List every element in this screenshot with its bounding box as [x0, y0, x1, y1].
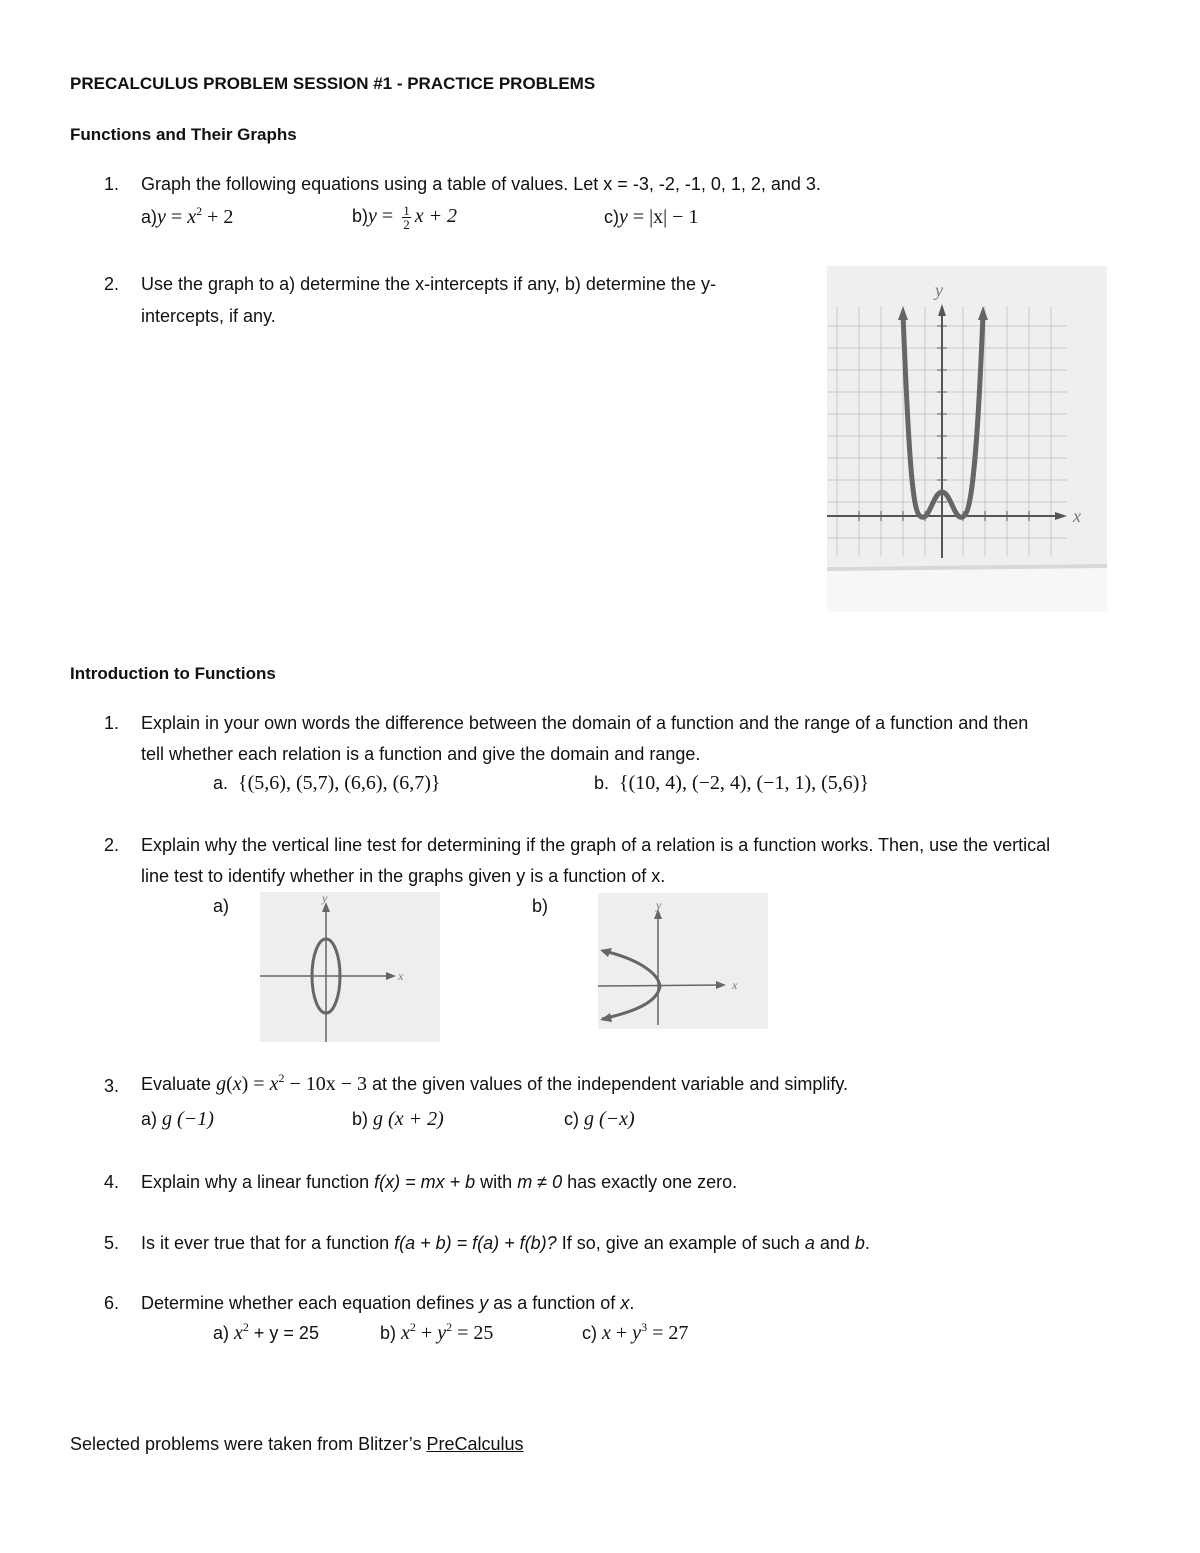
question-text-line1: Explain in your own words the difference between the domain of a function and the range of a function and then	[141, 713, 1029, 733]
ellipse-graph-image	[260, 892, 440, 1042]
question-text-line2: tell whether each relation is a function and give the domain and range.	[141, 744, 701, 764]
graph-x-label: x	[1073, 506, 1081, 526]
w-shaped-graph-image	[827, 266, 1107, 612]
question-number: 1.	[104, 174, 120, 194]
question-number: 2.	[104, 274, 120, 294]
set-b: b. {(10, 4), (−2, 4), (−1, 1), (5,6)}	[594, 772, 870, 794]
eval-a: a) g (−1)	[141, 1108, 214, 1130]
question-text: Determine whether each equation defines y as a function of x.	[141, 1293, 635, 1313]
equation-a: $a)y = x^2 + 2$	[141, 204, 234, 228]
question-text: Is it ever true that for a function f(a + b) = f(a) + f(b)? If so, give an example of such a and b.	[141, 1233, 870, 1253]
graph-y-label: y	[935, 280, 943, 300]
question-number: 2.	[104, 835, 120, 855]
graph-y-label: y	[656, 898, 662, 912]
question-number: 4.	[104, 1172, 120, 1192]
w-shaped-graph	[827, 266, 1107, 612]
sideways-parabola-graph	[598, 893, 768, 1029]
book-title: PreCalculus	[426, 1434, 524, 1454]
equation-b: b)y = $\frac{1}{2}$ x + 2	[352, 203, 458, 232]
eval-b: b) g (x + 2)	[352, 1108, 444, 1130]
question-number: 1.	[104, 713, 120, 733]
page-title: PRECALCULUS PROBLEM SESSION #1 - PRACTICE PROBLEMS	[70, 74, 596, 93]
question-text-line1: Explain why the vertical line test for determining if the graph of a relation is a function works. Then, use the vertical	[141, 835, 1051, 855]
equation-c: c) $x + y^3 = 27$	[582, 1320, 689, 1344]
equation-a: a) $x^2 + y = 25$	[213, 1320, 319, 1344]
section-heading-graphs: Functions and Their Graphs	[70, 125, 297, 144]
ellipse-graph	[260, 892, 440, 1042]
source-note: Selected problems were taken from Blitzer’s PreCalculus	[70, 1434, 524, 1454]
equation-b: b) $x^2 + y^2 = 25$	[380, 1320, 494, 1344]
set-a: a. {(5,6), (5,7), (6,6), (6,7)}	[213, 772, 441, 794]
parabola-graph-image	[598, 893, 768, 1029]
question-number: 5.	[104, 1233, 120, 1253]
graph-a-label: a)	[213, 896, 230, 916]
equation-c: c)y = |x| − 1	[604, 206, 699, 228]
graph-x-label: x	[398, 969, 404, 983]
question-number: 6.	[104, 1293, 120, 1313]
question-text-line2: line test to identify whether in the graphs given y is a function of x.	[141, 866, 666, 886]
graph-b-label: b)	[532, 896, 549, 916]
eval-c: c) g (−x)	[564, 1108, 635, 1130]
question-text: Graph the following equations using a table of values. Let x = -3, -2, -1, 0, 1, 2, and 3.	[141, 174, 821, 194]
question-text: Evaluate $g(x) = x^2 - 10x - 3$ at the given values of the independent variable and simplify.	[141, 1071, 849, 1095]
question-number: 3.	[104, 1076, 120, 1096]
question-text-line2: intercepts, if any.	[141, 306, 276, 326]
section-heading-intro: Introduction to Functions	[70, 664, 276, 683]
question-text: Explain why a linear function f(x) = mx + b with m ≠ 0 has exactly one zero.	[141, 1172, 738, 1192]
graph-y-label: y	[322, 892, 328, 905]
question-text-line1: Use the graph to a) determine the x-intercepts if any, b) determine the y-	[141, 274, 716, 294]
graph-x-label: x	[732, 978, 738, 992]
